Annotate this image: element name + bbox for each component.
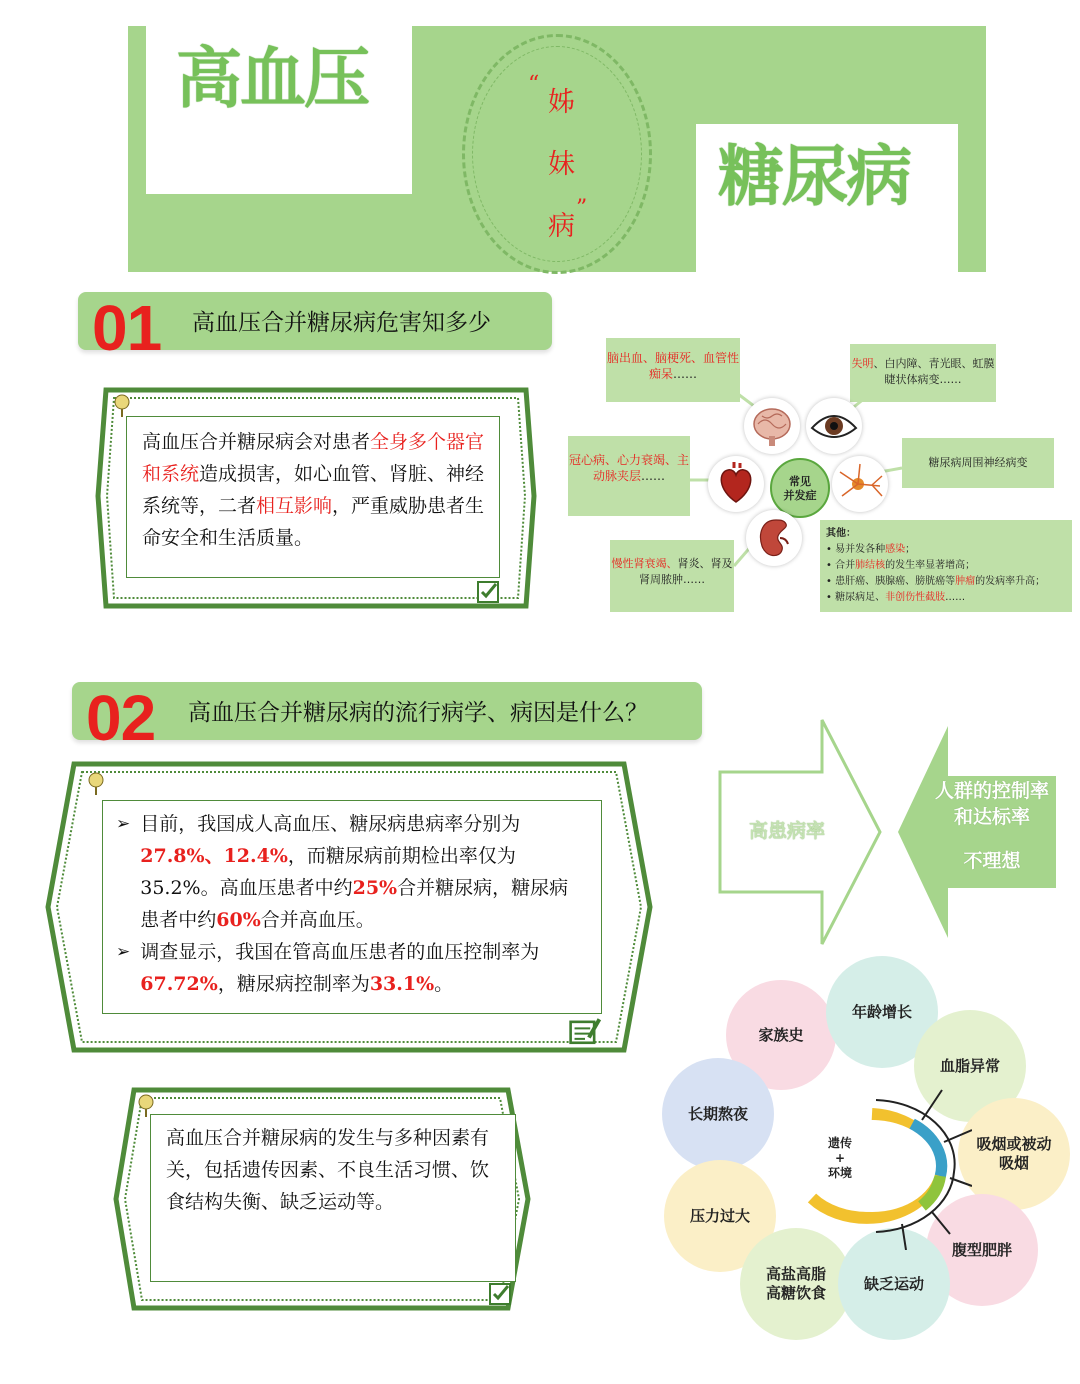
s1-text-2: 造成损害，如心血管、肾脏、神经系统等，二者 [142,463,485,517]
brain-icon [744,398,800,454]
book-pen-icon [568,1014,602,1048]
bullet-control-rate: ➢ 调查显示，我国在管高血压患者的血压控制率为67.72%，糖尿病控制率为33.1%。 [116,936,594,1000]
risk-center-label: 遗传 + 环境 [827,1136,852,1180]
pin-icon [114,392,130,418]
complication-brain [606,338,740,402]
title-hypertension: 高血压 [176,40,368,117]
s1-text-3: ，严重威胁患者生命安全和生活质量。 [142,495,485,549]
section-2-bullets [116,808,594,1000]
risk-age: 年龄增长 [826,956,938,1068]
complication-brain-ellipsis: …… [673,367,697,381]
s1-text-red-2: 相互影响 [256,495,333,517]
arrow-low-control: 人群的控制率 和达标率 不理想 [934,780,1049,872]
eye-icon [806,398,862,454]
sister-char-3: 病 [548,211,575,242]
s1-text-red-1: 全身多个器官和系统 [142,431,485,485]
risk-dyslipidemia: 血脂异常 [914,1010,1026,1122]
quote-open: “ [528,72,540,97]
complication-kidney-black: 肾炎、肾及肾周脓肿…… [639,557,733,586]
causes-paragraph: 高血压合并糖尿病的发生与多种因素有关，包括遗传因素、不良生活习惯、饮食结构失衡、缺乏运动等。 [166,1127,490,1213]
others-title: 其他： [826,528,856,539]
kidney-icon [746,510,802,566]
section-2-title: 高血压合并糖尿病的流行病学、病因是什么？ [188,700,648,726]
bullet-prevalence: ➢ 目前，我国成人高血压、糖尿病患病率分别为27.8%、12.4%，而糖尿病前期检出率仅为35.2%。高血压患者中约25%合并糖尿病，糖尿病患者中约60%合并高血压。 [116,808,594,936]
title-diabetes: 糖尿病 [718,138,910,215]
complication-nerve: 糖尿病周围神经病变 [902,438,1054,488]
others-line-3: • 患肝癌、胰腺癌、膀胱癌等肿瘤的发病率升高； [826,576,1046,587]
risk-staying-up: 长期熬夜 [662,1058,774,1170]
complication-eye-black: 、白内障、青光眼、虹膜睫状体病变…… [873,357,995,386]
complication-kidney [610,540,734,612]
sister-disease-vertical [548,72,575,258]
risk-smoking: 吸烟或被动吸烟 [958,1098,1070,1210]
section-1-paragraph [142,426,488,554]
risk-lack-exercise: 缺乏运动 [838,1228,950,1340]
complication-heart [568,436,690,516]
complication-brain-red: 脑出血、脑梗死、血管性痴呆 [606,351,739,381]
risk-abdominal-obesity: 腹型肥胖 [926,1194,1038,1306]
complication-heart-red: 冠心病、心力衰竭、主动脉夹层 [568,453,689,483]
pin-icon [138,1092,154,1118]
checklist-icon [488,1280,514,1306]
neuron-icon [832,456,888,512]
heart-icon [708,456,764,512]
risk-stress: 压力过大 [664,1160,776,1272]
others-line-4: • 糖尿病足、非创伤性截肢…… [826,592,966,603]
others-line-2: • 合并肺结核的发生率显著增高； [826,560,976,571]
bullet-arrow-icon: ➢ [116,814,131,834]
complication-others [820,520,1072,612]
sister-char-1: 姊 [548,87,575,118]
section-1-title: 高血压合并糖尿病危害知多少 [192,310,491,336]
complication-eye [850,344,996,402]
risk-unhealthy-diet: 高盐高脂高糖饮食 [740,1228,852,1340]
pin-icon [88,770,104,796]
common-complications-center: 常见 并发症 [770,458,830,518]
s1-text-1: 高血压合并糖尿病会对患者 [142,431,371,453]
others-line-1: • 易并发各种感染； [826,544,916,555]
complication-heart-ellipsis: …… [641,469,665,483]
section-2-number: 02 [86,682,156,754]
risk-center-ring [772,1080,972,1250]
section-1-number: 01 [92,292,162,364]
arrow-high-prevalence: 高患病率 [748,820,825,842]
complication-eye-red: 失明 [851,357,874,370]
sister-char-2: 妹 [548,149,575,180]
complication-kidney-red: 慢性肾衰竭、 [611,557,678,570]
checklist-icon [476,578,502,604]
quote-close: ” [576,196,588,221]
risk-family-history: 家族史 [726,980,836,1090]
bullet-arrow-icon: ➢ [116,942,131,962]
